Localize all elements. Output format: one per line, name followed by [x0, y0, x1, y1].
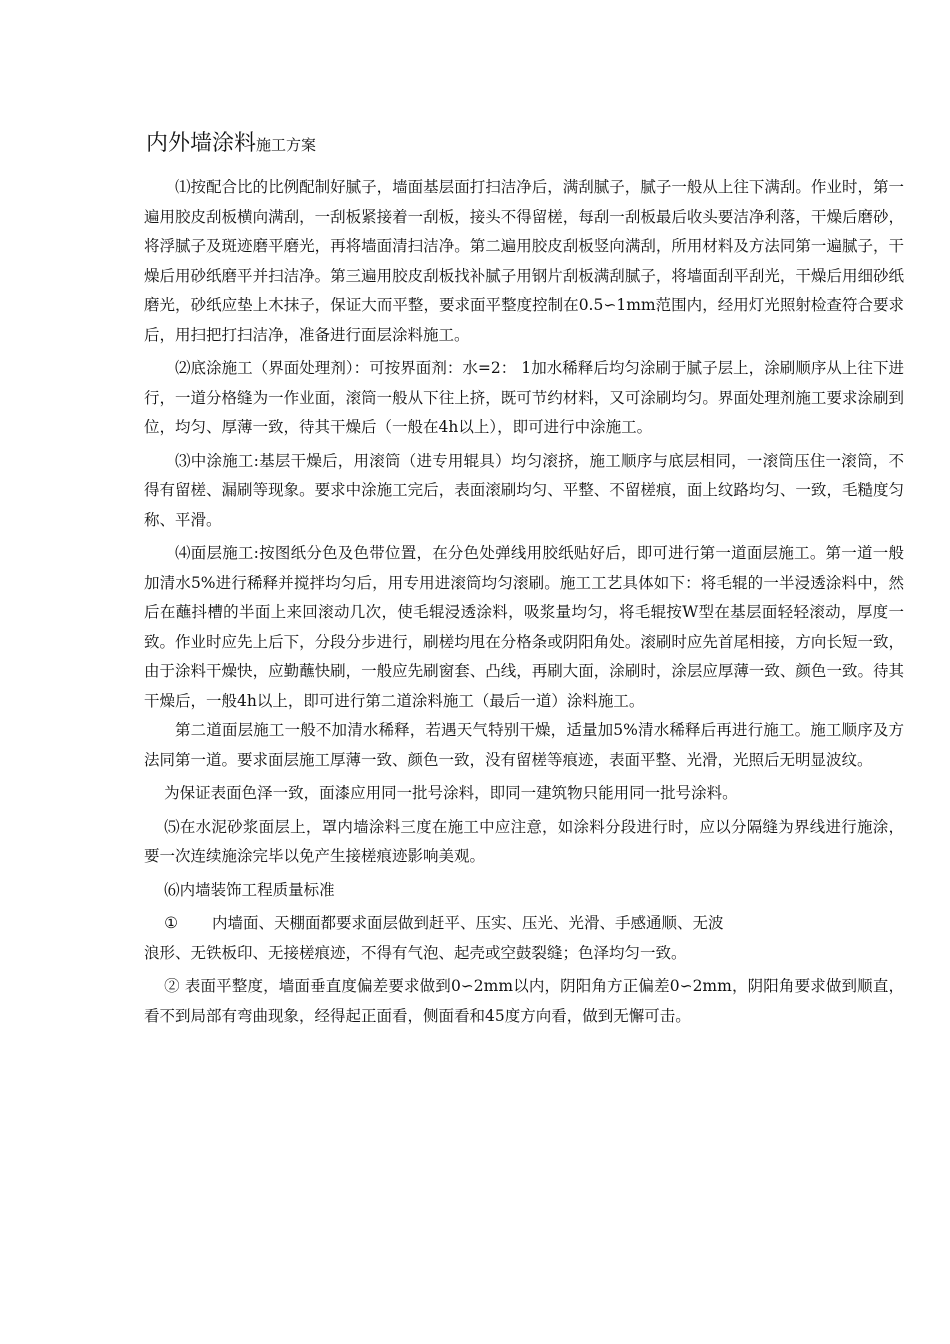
document-body — [144, 173, 904, 1031]
paragraph-9-line-2: 浪形、无铁板印、无接槎痕迹，不得有气泡、起壳或空鼓裂缝；色泽均匀一致。 — [144, 943, 687, 962]
item-marker-1: ① — [164, 914, 179, 932]
paragraph-8: ⑹内墙装饰工程质量标准 — [164, 880, 335, 899]
item-text-1: 内墙面、天棚面都要求面层做到赶平、压实、压光、光滑、手感通顺、无波 — [212, 914, 724, 932]
paragraph-9-line-1 — [144, 909, 904, 939]
paragraph-3: ⑶中涂施工:基层干燥后，用滚筒（进专用辊具）均匀滚挤，施工顺序与底层相同，一滚筒压住一滚筒，不得有留槎、漏刷等现象。要求中涂施工完后，表面滚刷均匀、平整、不留槎痕，面上纹路均匀、一致，毛糙度匀称、平滑。 — [144, 451, 904, 529]
paragraph-2: ⑵底涂施工（界面处理剂）：可按界面剂：水=2： 1加水稀释后均匀涂刷于腻子层上，涂刷顺序从上往下进行，一道分格缝为一作业面，滚筒一般从下往上挤，既可节约材料，又可涂刷均匀。界面处理剂施工要求涂刷到位，均匀、厚薄一致，待其干燥后（一般在4h以上），即可进行中涂施工。 — [144, 359, 904, 436]
paragraph-10: ② 表面平整度，墙面垂直度偏差要求做到0∽2mm以内，阴阳角方正偏差0∽2mm，阴阳角要求做到顺直，看不到局部有弯曲现象，经得起正面看，侧面看和45度方向看，做到无懈可击。 — [144, 977, 904, 1025]
paragraph-5: 第二道面层施工一般不加清水稀释，若遇天气特别干燥，适量加5%清水稀释后再进行施工。施工顺序及方法同第一道。要求面层施工厚薄一致、颜色一致，没有留槎等痕迹，表面平整、光滑，光照后无明显波纹。 — [144, 721, 904, 769]
paragraph-1: ⑴按配合比的比例配制好腻子，墙面基层面打扫洁净后，满刮腻子，腻子一般从上往下满刮。作业时，第一遍用胶皮刮板横向满刮，一刮板紧接着一刮板，接头不得留槎，每刮一刮板最后收头要洁净利落，干燥后磨砂，将浮腻子及斑迹磨平磨光，再将墙面清扫洁净。第二遍用胶皮刮板竖向满刮，所用材料及方法同第一遍腻子，干燥后用砂纸磨平并扫洁净。第三遍用胶皮刮板找补腻子用钢片刮板满刮腻子，将墙面刮平刮光，干燥后用细砂纸磨光，砂纸应垫上木抹子，保证大而平整，要求面平整度控制在0.5∽1mm范围内，经用灯光照射检查符合要求后，用扫把打扫洁净，准备进行面层涂料施工。 — [144, 178, 904, 344]
title-main: 内外墙涂料 — [146, 131, 257, 156]
paragraph-6: 为保证表面色泽一致，面漆应用同一批号涂料，即同一建筑物只能用同一批号涂料。 — [164, 784, 738, 802]
title-sub: 施工方案 — [256, 136, 317, 154]
paragraph-7: ⑸在水泥砂浆面层上，罩内墙涂料三度在施工中应注意，如涂料分段进行时，应以分隔缝为界线进行施涂，要一次连续施涂完毕以免产生接槎痕迹影响美观。 — [144, 817, 904, 865]
document-title — [146, 126, 316, 157]
paragraph-4: ⑷面层施工:按图纸分色及色带位置，在分色处弹线用胶纸贴好后，即可进行第一道面层施工。第一道一般加清水5%进行稀释并搅拌均匀后，用专用进滚筒均匀滚刷。施工工艺具体如下：将毛辊的一半浸透涂料中，然后在蘸抖槽的半面上来回滚动几次，使毛辊浸透涂料，吸浆量均匀，将毛辊按W型在基层面轻轻滚动，厚度一致。作业时应先上后下，分段分步进行，刷槎均甩在分格条或阴阳角处。滚刷时应先首尾相接，方向长短一致，由于涂料干燥快，应勤蘸快刷，一般应先刷窗套、凸线，再刷大面，涂刷时，涂层应厚薄一致、颜色一致。待其干燥后，一般4h以上，即可进行第二道涂料施工（最后一道）涂料施工。 — [144, 544, 904, 710]
